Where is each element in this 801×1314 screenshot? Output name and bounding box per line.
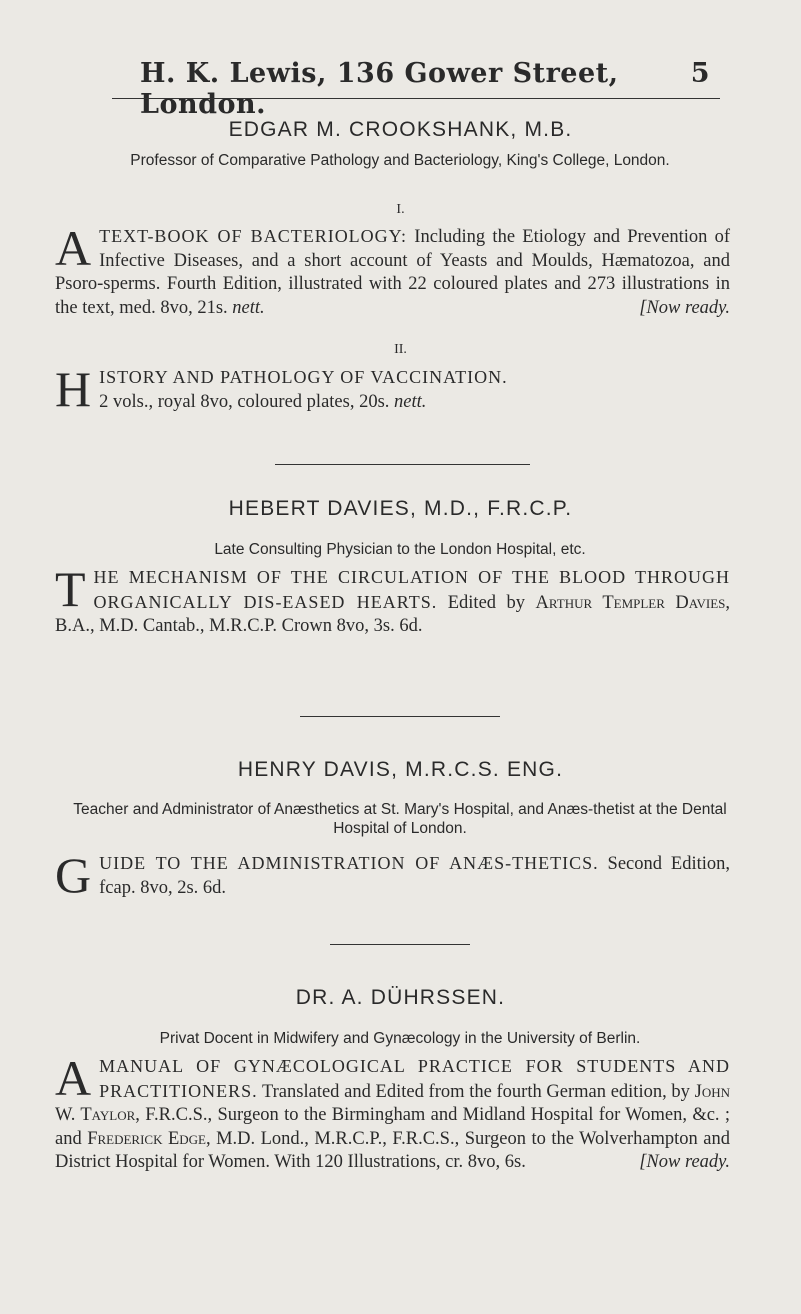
page-header xyxy=(140,58,710,120)
translator-name: Frederick Edge xyxy=(87,1128,206,1149)
author-affiliation: Professor of Comparative Pathology and Bacteriology, King's College, London. xyxy=(130,152,670,169)
book-entry xyxy=(55,561,730,639)
section-divider xyxy=(300,716,500,717)
drop-cap: T xyxy=(55,561,86,617)
section-divider xyxy=(275,464,530,465)
author-name: HEBERT DAVIES, M.D., F.R.C.P. xyxy=(228,497,573,520)
book-description: , M.D. Lond., M.R.C.P., F.R.C.S., Surgeon to the Wolverhampton and District Hospital for Women. With 120 Illustrations, cr. 8vo, 6s. xyxy=(55,1128,730,1172)
book-description: Second Edition, fcap. 8vo, 2s. 6d. xyxy=(99,854,731,898)
page-number: 5 xyxy=(690,58,710,89)
editor-name: Arthur Templer Davies xyxy=(535,592,726,613)
drop-cap: A xyxy=(55,1050,92,1106)
book-description: Translated and Edited from the fourth German edition, by xyxy=(262,1081,690,1102)
author-name: DR. A. DÜHRSSEN. xyxy=(295,986,506,1009)
book-description: , B.A., M.D. Cantab., M.R.C.P. Crown 8vo, 3s. 6d. xyxy=(55,592,730,636)
status-note: [Now ready. xyxy=(639,297,730,318)
book-description: 2 vols., royal 8vo, coloured plates, 20s. xyxy=(99,391,390,412)
header-rule xyxy=(112,98,720,99)
author-affiliation: Late Consulting Physician to the London Hospital, etc. xyxy=(214,541,586,558)
author-name: EDGAR M. CROOKSHANK, M.B. xyxy=(228,118,573,141)
entry-number: II. xyxy=(394,342,407,357)
book-title: HE MECHANISM OF THE CIRCULATION OF THE BLOOD THROUGH ORGANICALLY DIS-EASED HEARTS. xyxy=(93,567,730,612)
author-name: HENRY DAVIS, M.R.C.S. ENG. xyxy=(237,758,564,781)
book-title: UIDE TO THE ADMINISTRATION OF ANÆS-THETICS. xyxy=(99,853,599,873)
price-note: nett. xyxy=(394,391,427,412)
section-divider xyxy=(330,944,470,945)
publisher-line: H. K. Lewis, 136 Gower Street, London. xyxy=(140,58,619,120)
price-note: nett. xyxy=(232,297,265,318)
book-description: Edited by xyxy=(447,592,526,613)
book-description: Including the Etiology and Prevention of Infective Diseases, and a short account of Yeasts and Moulds, Hæmatozoa, and Psoro-sperms. Fourth Edition, illustrated with 22 coloured plates and 273 illustrations in the text, med. 8vo, 21s. xyxy=(55,227,730,318)
book-title: TEXT-BOOK OF BACTERIOLOGY: xyxy=(99,226,408,246)
drop-cap: G xyxy=(55,847,92,903)
translator-name: John W. Taylor xyxy=(55,1081,730,1125)
book-entry xyxy=(55,847,731,903)
drop-cap: A xyxy=(55,220,92,276)
book-entry xyxy=(55,220,730,320)
book-description: , F.R.C.S., Surgeon to the Birmingham and Midland Hospital for Women, &c. ; and xyxy=(55,1105,731,1149)
status-note: [Now ready. xyxy=(639,1152,730,1172)
entry-number: I. xyxy=(396,202,405,217)
book-entry xyxy=(55,361,730,417)
book-entry xyxy=(55,1050,731,1175)
author-affiliation: Teacher and Administrator of Anæsthetics at St. Mary's Hospital, and Anæs-thetist at the Dental Hospital of London. xyxy=(73,801,727,837)
drop-cap: H xyxy=(55,361,92,417)
book-title: MANUAL OF GYNÆCOLOGICAL PRACTICE FOR STUDENTS AND PRACTITIONERS. xyxy=(99,1056,730,1101)
author-affiliation: Privat Docent in Midwifery and Gynæcology in the University of Berlin. xyxy=(159,1030,641,1047)
book-title: ISTORY AND PATHOLOGY OF VACCINATION. xyxy=(99,367,508,387)
